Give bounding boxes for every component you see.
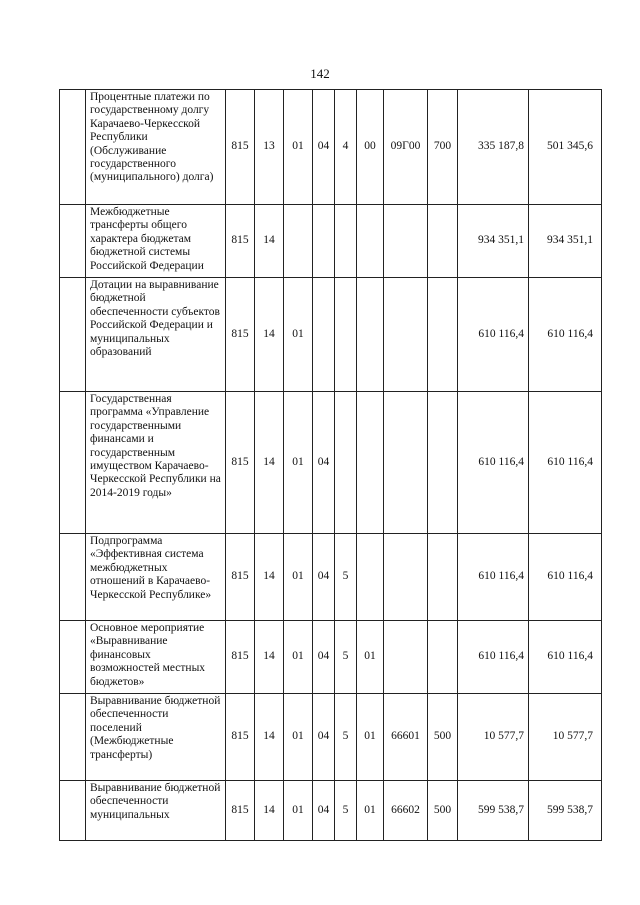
table-row [60, 621, 602, 694]
code-cell [428, 621, 458, 694]
code-cell: 04 [313, 781, 335, 841]
code-cell [428, 534, 458, 621]
amount-cell: 610 116,4 [529, 278, 602, 392]
amount-cell: 10 577,7 [529, 694, 602, 781]
code-cell: 500 [428, 781, 458, 841]
code-cell: 01 [284, 694, 313, 781]
table-row [60, 278, 602, 392]
code-cell [335, 205, 357, 278]
code-cell: 14 [255, 781, 284, 841]
code-cell: 00 [357, 90, 384, 205]
code-cell: 13 [255, 90, 284, 205]
code-cell [384, 534, 428, 621]
code-cell: 700 [428, 90, 458, 205]
amount-cell: 610 116,4 [458, 278, 529, 392]
amount-cell: 610 116,4 [458, 534, 529, 621]
code-cell [313, 278, 335, 392]
code-cell: 14 [255, 392, 284, 534]
table-row [60, 694, 602, 781]
code-cell: 815 [226, 781, 255, 841]
code-cell: 5 [335, 781, 357, 841]
code-cell: 01 [284, 90, 313, 205]
amount-cell: 610 116,4 [529, 534, 602, 621]
table-row [60, 90, 602, 205]
code-cell: 04 [313, 534, 335, 621]
code-cell: 815 [226, 621, 255, 694]
row-index-cell [60, 534, 86, 621]
code-cell [313, 205, 335, 278]
code-cell: 14 [255, 278, 284, 392]
row-index-cell [60, 392, 86, 534]
code-cell: 815 [226, 392, 255, 534]
code-cell [384, 392, 428, 534]
item-name: Выравнивание бюджетной обеспеченности муниципальных [86, 781, 226, 841]
code-cell: 5 [335, 534, 357, 621]
code-cell: 815 [226, 694, 255, 781]
item-name: Основное мероприятие «Выравнивание финансовых возможностей местных бюджетов» [86, 621, 226, 694]
item-name: Выравнивание бюджетной обеспеченности поселений (Межбюджетные трансферты) [86, 694, 226, 781]
code-cell: 14 [255, 205, 284, 278]
code-cell: 14 [255, 694, 284, 781]
code-cell: 01 [357, 781, 384, 841]
item-name: Процентные платежи по государственному долгу Карачаево-Черкесской Республики (Обслуживание государственного (муниципального) долга) [86, 90, 226, 205]
code-cell: 14 [255, 621, 284, 694]
amount-cell: 501 345,6 [529, 90, 602, 205]
code-cell [384, 205, 428, 278]
item-name: Государственная программа «Управление государственными финансами и государственным имуществом Карачаево-Черкесской Республики на 2014-2019 годы» [86, 392, 226, 534]
code-cell: 815 [226, 205, 255, 278]
code-cell: 04 [313, 392, 335, 534]
code-cell: 14 [255, 534, 284, 621]
code-cell: 815 [226, 534, 255, 621]
code-cell: 01 [357, 621, 384, 694]
code-cell: 66601 [384, 694, 428, 781]
amount-cell: 610 116,4 [458, 621, 529, 694]
code-cell [357, 205, 384, 278]
table-row [60, 205, 602, 278]
table-row [60, 781, 602, 841]
code-cell [335, 278, 357, 392]
table-row [60, 392, 602, 534]
row-index-cell [60, 90, 86, 205]
code-cell: 04 [313, 621, 335, 694]
amount-cell: 610 116,4 [458, 392, 529, 534]
code-cell: 5 [335, 694, 357, 781]
row-index-cell [60, 781, 86, 841]
code-cell [428, 392, 458, 534]
code-cell [335, 392, 357, 534]
amount-cell: 610 116,4 [529, 621, 602, 694]
amount-cell: 335 187,8 [458, 90, 529, 205]
code-cell [284, 205, 313, 278]
code-cell [428, 205, 458, 278]
page-number: 142 [310, 66, 330, 81]
item-name: Межбюджетные трансферты общего характера бюджетам бюджетной системы Российской Федерации [86, 205, 226, 278]
row-index-cell [60, 621, 86, 694]
amount-cell: 599 538,7 [458, 781, 529, 841]
amount-cell: 934 351,1 [529, 205, 602, 278]
code-cell: 04 [313, 90, 335, 205]
code-cell [384, 278, 428, 392]
amount-cell: 934 351,1 [458, 205, 529, 278]
row-index-cell [60, 205, 86, 278]
code-cell: 5 [335, 621, 357, 694]
table-row [60, 534, 602, 621]
code-cell [428, 278, 458, 392]
item-name: Подпрограмма «Эффективная система межбюджетных отношений в Карачаево-Черкесской Республике» [86, 534, 226, 621]
row-index-cell [60, 694, 86, 781]
code-cell: 01 [284, 534, 313, 621]
budget-table [59, 89, 602, 841]
code-cell: 815 [226, 90, 255, 205]
code-cell: 04 [313, 694, 335, 781]
code-cell: 500 [428, 694, 458, 781]
amount-cell: 599 538,7 [529, 781, 602, 841]
code-cell [357, 278, 384, 392]
code-cell [384, 621, 428, 694]
code-cell: 01 [284, 621, 313, 694]
code-cell: 01 [284, 278, 313, 392]
code-cell [357, 534, 384, 621]
code-cell: 09Г00 [384, 90, 428, 205]
code-cell: 4 [335, 90, 357, 205]
code-cell: 01 [284, 781, 313, 841]
row-index-cell [60, 278, 86, 392]
amount-cell: 10 577,7 [458, 694, 529, 781]
code-cell: 66602 [384, 781, 428, 841]
amount-cell: 610 116,4 [529, 392, 602, 534]
code-cell: 01 [284, 392, 313, 534]
code-cell: 815 [226, 278, 255, 392]
item-name: Дотации на выравнивание бюджетной обеспеченности субъектов Российской Федерации и муниципальных образований [86, 278, 226, 392]
code-cell: 01 [357, 694, 384, 781]
code-cell [357, 392, 384, 534]
